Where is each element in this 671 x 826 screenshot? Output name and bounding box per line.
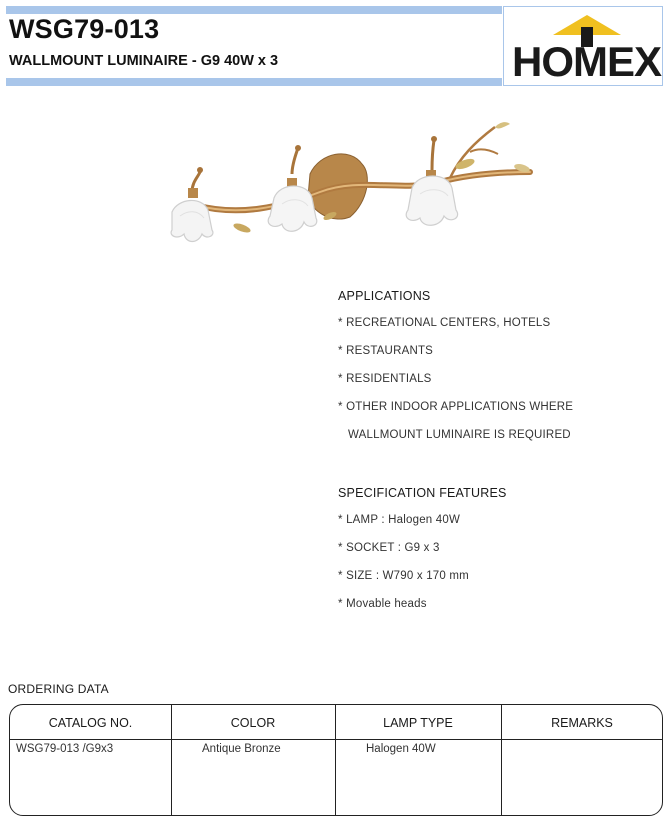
application-item: * RESTAURANTS (338, 345, 434, 357)
application-item: * RECREATIONAL CENTERS, HOTELS (338, 317, 551, 329)
header-bar-bottom (6, 78, 502, 86)
ordering-data-label: ORDERING DATA (8, 682, 109, 696)
specification-section (338, 486, 507, 500)
cell-color: Antique Bronze (202, 743, 281, 755)
application-item-continuation: WALLMOUNT LUMINAIRE IS REQUIRED (348, 429, 571, 441)
header-bar-top (6, 6, 502, 14)
applications-section (338, 289, 430, 303)
brand-logo (503, 6, 663, 86)
application-item: * OTHER INDOOR APPLICATIONS WHERE (338, 401, 574, 413)
spec-item-heads: * Movable heads (338, 598, 427, 610)
cell-catalog-no: WSG79-013 /G9x3 (16, 743, 114, 755)
header-remarks: REMARKS (551, 716, 613, 730)
header-catalog-no: CATALOG NO. (48, 716, 133, 730)
spec-item-size: * SIZE : W790 x 170 mm (338, 570, 469, 582)
application-item: * RESIDENTIALS (338, 373, 432, 385)
brand-logo-text: HOMEX (512, 38, 662, 85)
header-lamp-type: LAMP TYPE (383, 716, 453, 730)
product-description: WALLMOUNT LUMINAIRE - G9 40W x 3 (9, 53, 279, 69)
spec-item-lamp: * LAMP : Halogen 40W (338, 514, 461, 526)
model-number: WSG79-013 (9, 14, 160, 44)
applications-title: APPLICATIONS (338, 289, 431, 303)
ordering-table (9, 704, 663, 816)
product-lamp-image (150, 112, 540, 272)
table-divider (10, 739, 662, 740)
specification-title: SPECIFICATION FEATURES (338, 486, 507, 500)
cell-lamp-type: Halogen 40W (366, 743, 436, 755)
header-color: COLOR (230, 716, 276, 730)
spec-item-socket: * SOCKET : G9 x 3 (338, 542, 440, 554)
